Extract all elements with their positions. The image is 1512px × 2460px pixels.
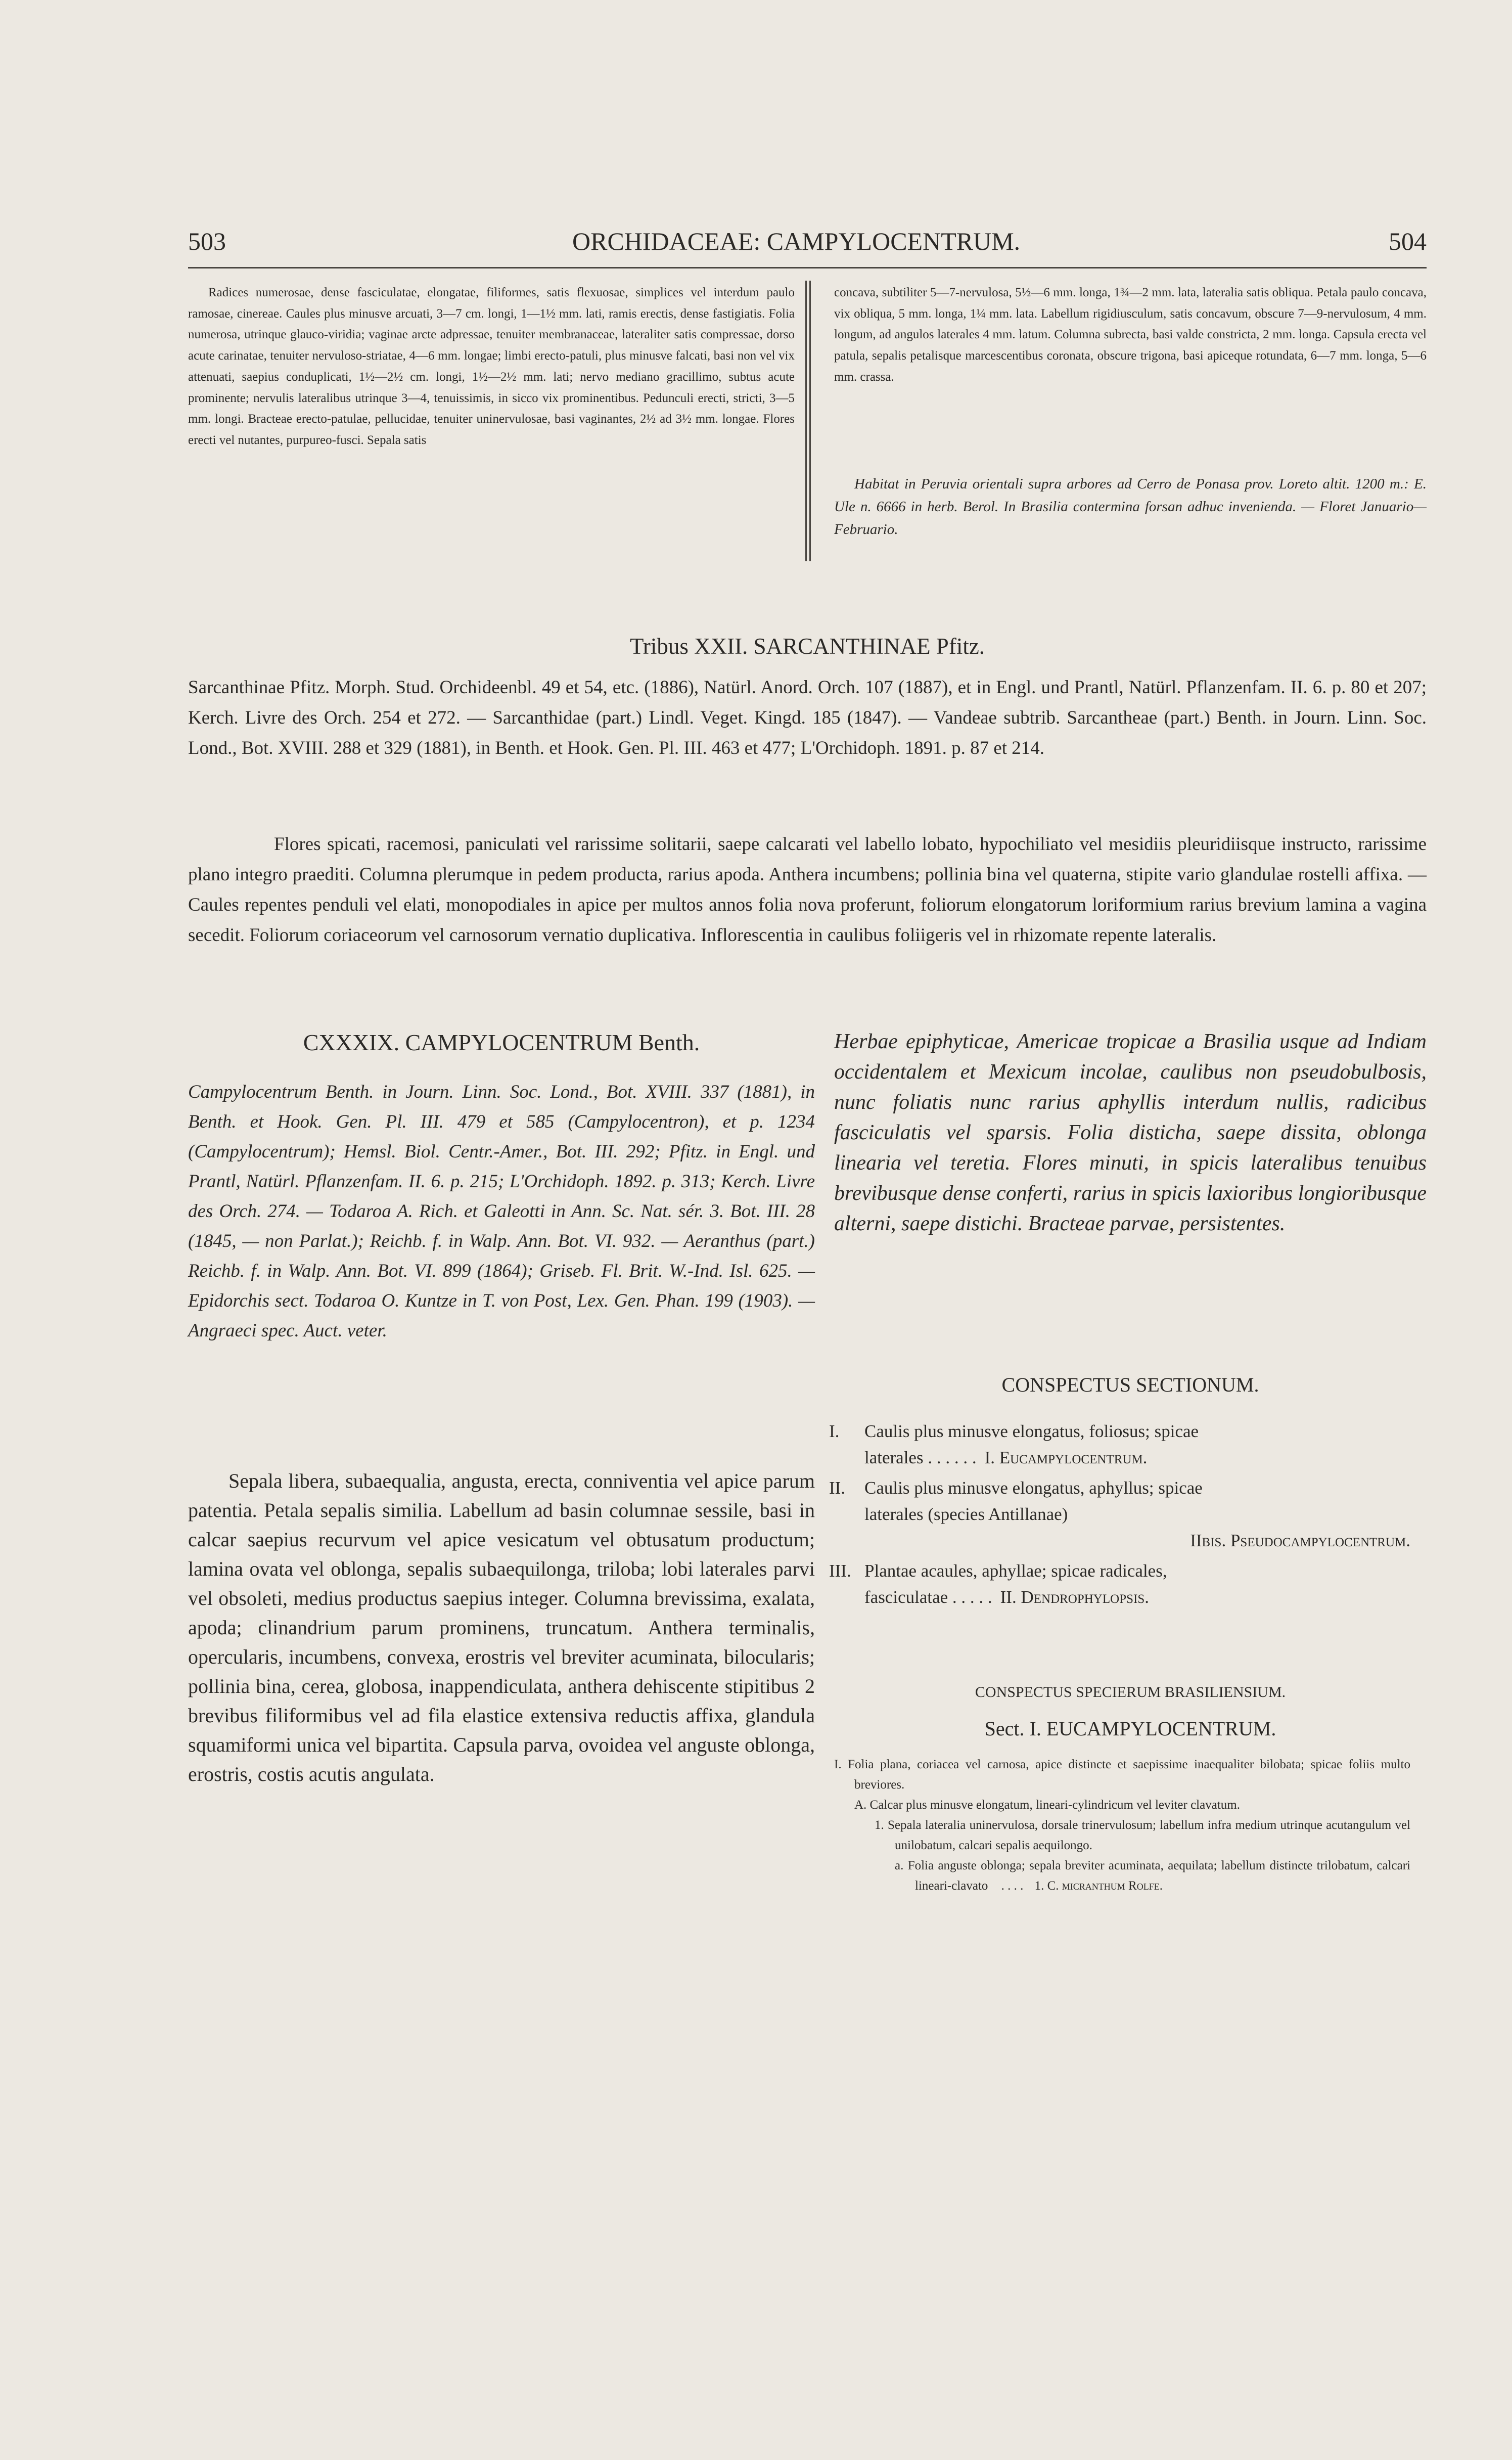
genus-references: Campylocentrum Benth. in Journ. Linn. Soc. Lond., Bot. XVIII. 337 (1881), in Benth. et Hook. Gen. Pl. III. 479 et 585 (Campylocentron), et p. 1234 (Campylocentrum); Hemsl. Biol. Centr.-Amer., Bot. III. 292; Pfitz. in Engl. und Prantl, Natürl. Pflanzenfam. II. 6. p. 215; L'Orchidoph. 1892. p. 313; Kerch. Livre des Orch. 274. — Todaroa A. Rich. et Galeotti in Ann. Sc. Nat. sér. 3. Bot. III. 28 (1845, — non Parlat.); Reichb. f. in Walp. Ann. Bot. VI. 932. — Aeranthus (part.) Reichb. f. in Walp. Ann. Bot. VI. 899 (1864); Griseb. Fl. Brit. W.-Ind. Isl. 625. — Epidorchis sect. Todaroa O. Kuntze in T. von Post, Lex. Gen. Phan. 199 (1903). — Angraeci spec. Auct. veter. — [188, 1082, 815, 1341]
section-entry: II. Caulis plus minusve elongatus, aphyllus; spicae laterales (species Antillanae) IIbis. Pseudocampylocentrum. — [829, 1478, 1410, 1550]
page-number-left: 503 — [188, 227, 226, 255]
column-divider — [805, 281, 807, 561]
page-header — [188, 227, 1427, 262]
tribus-references: Sarcanthinae Pfitz. Morph. Stud. Orchideenbl. 49 et 54, etc. (1886), Natürl. Anord. Orch. 107 (1887), et in Engl. und Prantl, Natürl. Pflanzenfam. II. 6. p. 80 et 207; Kerch. Livre des Orch. 254 et 272. — Sarcanthidae (part.) Lindl. Veget. Kingd. 185 (1847). — Vandeae subtrib. Sarcantheae (part.) Benth. in Journ. Linn. Soc. Lond., Bot. XVIII. 288 et 329 (1881), in Benth. et Hook. Gen. Pl. III. 463 et 477; L'Orchidoph. 1891. p. 87 et 214. — [188, 677, 1427, 758]
section-entry: III. Plantae acaules, aphyllae; spicae radicales, fasciculatae . . . . . II. Dendrophylopsis. — [829, 1561, 1167, 1607]
running-title: ORCHIDACEAE: CAMPYLOCENTRUM. — [572, 227, 1021, 255]
section-heading: Sect. I. EUCAMPYLOCENTRUM. — [984, 1717, 1276, 1740]
genus-heading: CXXXIX. CAMPYLOCENTRUM Benth. — [303, 1030, 700, 1055]
conspectus-sectionum-title: CONSPECTUS SECTIONUM. — [1001, 1373, 1259, 1396]
species-conspectus-title: CONSPECTUS SPECIERUM BRASILIENSIUM. — [975, 1684, 1286, 1701]
column-divider — [809, 281, 811, 561]
key-lead-1: I. Folia plana, coriacea vel carnosa, apice distincte et saepissime inaequaliter bilobata; spicae foliis multo breviores. — [834, 1758, 1410, 1792]
key-lead-A: A. Calcar plus minusve elongatum, lineari-cylindricum vel leviter clavatum. — [854, 1798, 1240, 1812]
page-number-right: 504 — [1389, 227, 1427, 255]
top-right-column: concava, subtiliter 5—7-nervulosa, 5½—6 mm. longa, 1¾—2 mm. lata, lateralia satis obliqua. Petala paulo concava, vix obliqua, 5 mm. longa, 1¼ mm. lata. Labellum rigidiusculum, satis concavum, obscure 7—9-nervulosum, 4 mm. longum, ad angulos laterales 4 mm. latum. Columna subrecta, basi valde constricta, 2 mm. longa. Capsula erecta vel patula, sepalis petalisque marcescentibus coronata, obscure trigona, basi apiceque rotundata, 6—7 mm. longa, 5—6 mm. crassa. — [834, 286, 1427, 384]
tribus-description: Flores spicati, racemosi, paniculati vel rarissime solitarii, saepe calcarati vel labello lobato, hypochiliato vel mesidiis pleuridiisque instructo, rarissime plano integro praediti. Columna plerumque in pedem producta, rarius apoda. Anthera incumbens; pollinia bina vel quaterna, stipite vario glandulae rostelli affixa. — Caules repentes penduli vel elati, monopodiales in apice per multos annos folia nova proferunt, foliorum elongatorum loriformium rarius brevium lamina a vagina secedit. Foliorum coriaceorum vel carnosorum vernatio duplicativa. Inflorescentia in caulibus foliigeris vel in rhizomate repente lateralis. — [188, 834, 1427, 946]
species-key — [834, 1755, 1410, 1896]
section-entry: I. Caulis plus minusve elongatus, foliosus; spicae laterales . . . . . . I. Eucampylocentrum. — [829, 1421, 1199, 1467]
habitat-note: Habitat in Peruvia orientali supra arbores ad Cerro de Ponasa prov. Loreto altit. 1200 m.: E. Ule n. 6666 in herb. Berol. In Brasilia contermina forsan adhuc invenienda. — Floret Januario—Februario. — [834, 476, 1427, 538]
key-lead-1b: 1. Sepala lateralia uninervulosa, dorsale trinervulosum; labellum infra medium utrinque acutangulum vel unilobatum, calcari sepalis aequilongo. — [875, 1818, 1410, 1852]
genus-description: Sepala libera, subaequalia, angusta, erecta, conniventia vel apice parum patentia. Petala sepalis similia. Labellum ad basin columnae sessile, basi in calcar saepius recurvum vel apice vesicatum vel obtusatum productum; lamina ovata vel oblonga, sepalis subaequilonga, triloba; lobi laterales parvi vel obsoleti, medius productus saepius integer. Columna brevissima, exalata, apoda; clinandrium parum prominens, truncatum. Anthera terminalis, opercularis, incumbens, convexa, erostris vel breviter acuminata, bilocularis; pollinia bina, cerea, globosa, inappendiculata, anthera dehiscente stipitibus 2 brevibus filiformibus vel ad fila elastice extensiva reductis affixa, glandula squamiformi unica vel bipartita. Capsula parva, ovoidea vel anguste oblonga, erostris, costis acutis angulata. — [188, 1469, 815, 1785]
key-lead-a: a. Folia anguste oblonga; sepala breviter acuminata, aequilata; labellum distincte trilobatum, calcari lineari-clavato . . . . 1. C. micranthum Rolfe. — [895, 1859, 1410, 1893]
sections-key — [829, 1418, 1426, 1611]
tribus-heading: Tribus XXII. SARCANTHINAE Pfitz. — [629, 634, 985, 659]
header-rule — [188, 267, 1427, 269]
top-left-column: Radices numerosae, dense fasciculatae, elongatae, filiformes, satis flexuosae, simplices vel interdum paulo ramosae, cinereae. Caules plus minusve arcuati, 3—7 cm. longi, 1—1½ mm. lati, ramis erectis, dense fastigiatis. Folia numerosa, utrinque glauco-viridia; vaginae arcte adpressae, tenuiter membranaceae, lateraliter satis compressae, dorso acute carinatae, tenuiter nervuloso-striatae, 4—6 mm. longae; limbi erecto-patuli, plus minusve falcati, basi non vel vix attenuati, saepius conduplicati, 1½—2½ cm. longi, 1½—2½ mm. lati; nervo mediano gracillimo, subtus acute prominente; nervulis lateralibus utrinque 3—4, tenuissimis, in sicco vix prominentibus. Pedunculi erecti, stricti, 3—5 mm. longi. Bracteae erecto-patulae, pellucidae, tenuiter uninervulosae, basi vaginantes, 2½ ad 3½ mm. longae. Flores erecti vel nutantes, purpureo-fusci. Sepala satis — [188, 286, 795, 447]
habit-description: Herbae epiphyticae, Americae tropicae a Brasilia usque ad Indiam occidentalem et Mexicum incolae, caulibus non pseudobulbosis, nunc foliatis nunc rarius aphyllis interdum nullis, radicibus fasciculatis vel sparsis. Folia disticha, saepe dissita, oblonga linearia vel teretia. Flores minuti, in spicis lateralibus tenuibus brevibusque dense conferti, rarius in spicis laxioribus longioribusque alterni, saepe distichi. Bracteae parvae, persistentes. — [834, 1030, 1427, 1235]
